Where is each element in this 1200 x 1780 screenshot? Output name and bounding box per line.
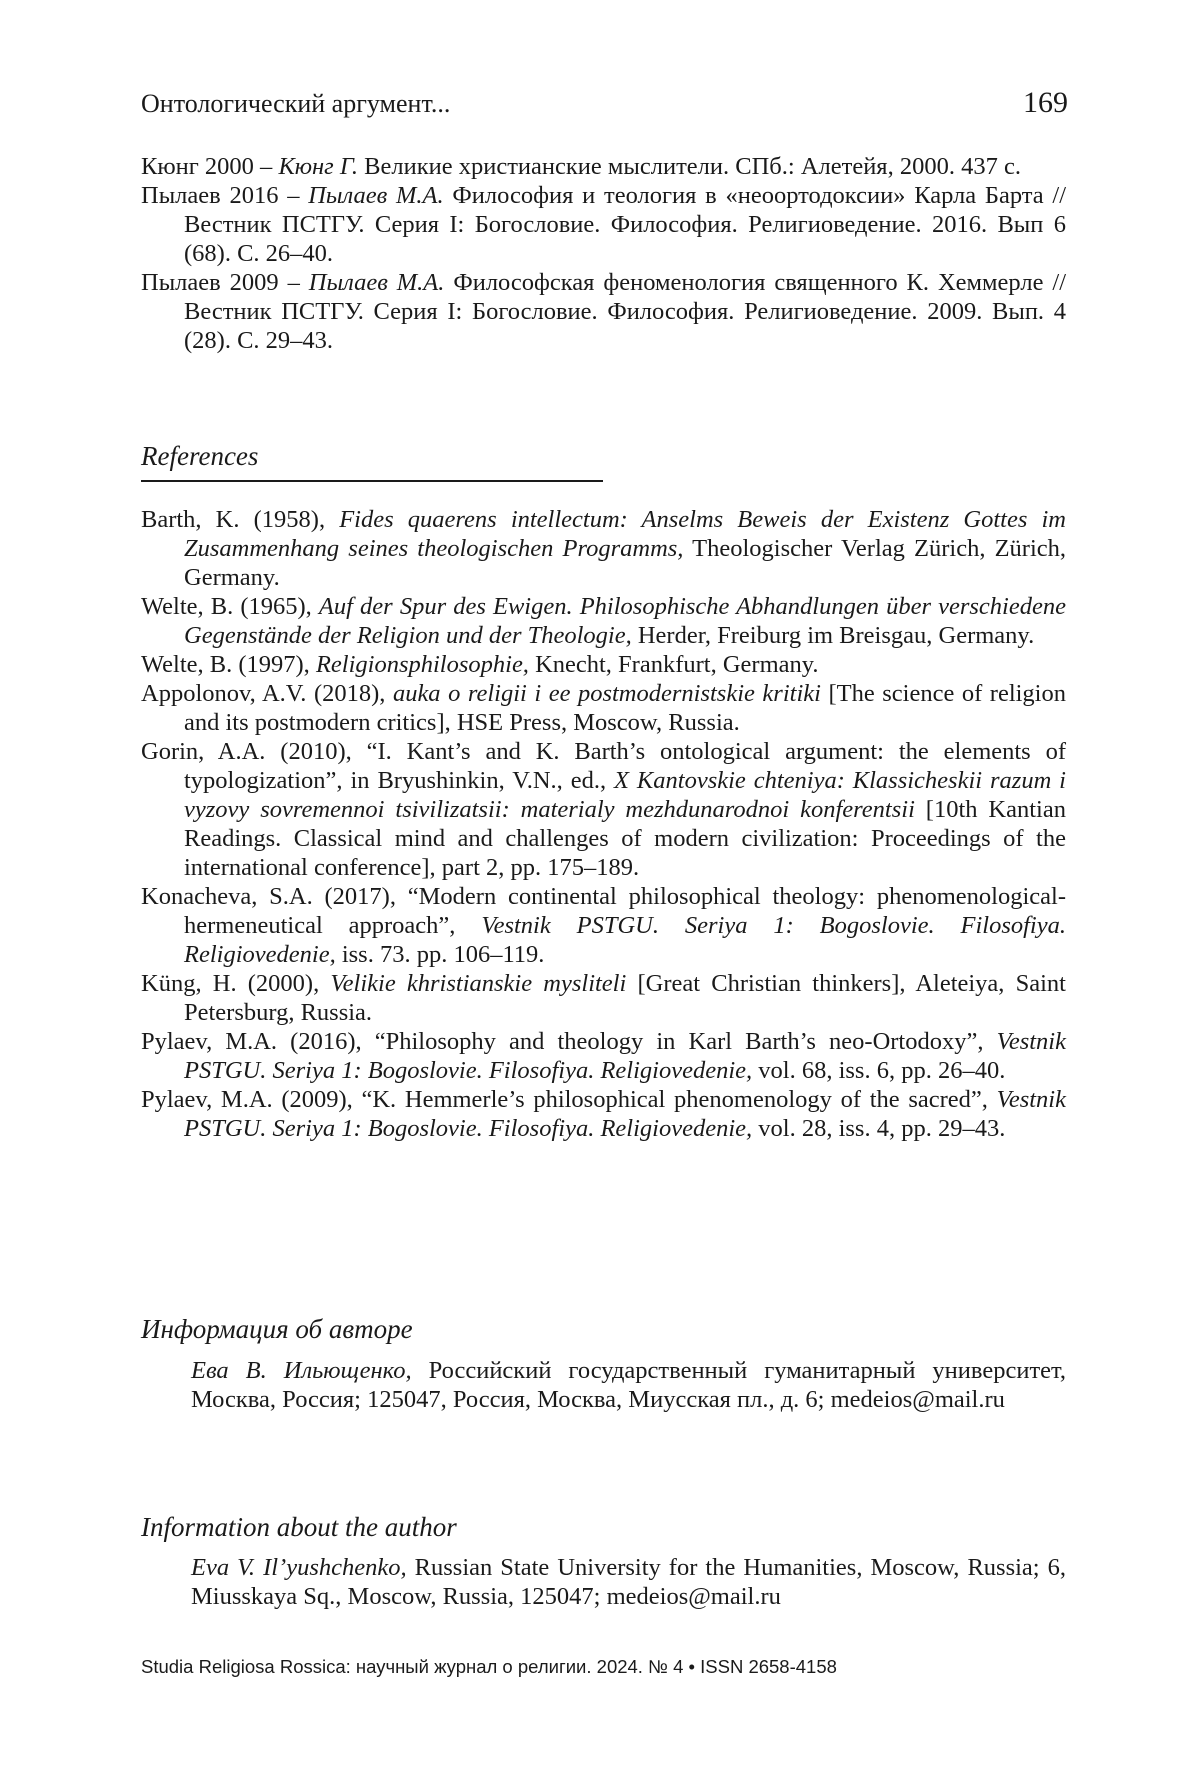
page-number: 169 bbox=[1023, 86, 1068, 119]
bib-author: Пылаев М.А. bbox=[308, 269, 445, 296]
reference-entry: Pylaev, M.A. (2009), “K. Hemmerle’s philosophical phenomenology of the sacred”, Vestnik PSTGU. Seriya 1: Bogoslovie. Filosofiya. Religiovedenie, vol. 28, iss. 4, pp. 29–43. bbox=[141, 1086, 1066, 1142]
reference-entry: Pylaev, M.A. (2016), “Philosophy and theology in Karl Barth’s neo-Ortodoxy”, Vestnik PSTGU. Seriya 1: Bogoslovie. Filosofiya. Religiovedenie, vol. 68, iss. 6, pp. 26–40. bbox=[141, 1028, 1066, 1084]
reference-entry: Gorin, A.A. (2010), “I. Kant’s and K. Barth’s ontological argument: the elements of typologization”, in Bryushinkin, V.N., ed., X Kantovskie chteniya: Klassicheskii razum i vyzovy sovremennoi tsivilizatsii: materialy mezhdunarodnoi konferentsii [10th Kantian Readings. Classical mind and challenges of modern civilization: Proceedings of the international conference], part 2, pp. 175–189. bbox=[141, 738, 1066, 881]
reference-title: Religionsphilosophie, bbox=[315, 651, 529, 678]
reference-entry: Welte, B. (1965), Auf der Spur des Ewigen. Philosophische Abhandlungen über verschiedene Gegenstände der Religion und der Theologie, Herder, Freiburg im Breisgau, Germany. bbox=[141, 593, 1066, 649]
bib-author: Кюнг Г. bbox=[278, 153, 359, 180]
reference-entry: Appolonov, A.V. (2018), auka o religii i ee postmodernistskie kritiki [The science of religion and its postmodern critics], HSE Press, Moscow, Russia. bbox=[141, 680, 1066, 736]
author-name: Ева В. Ильющенко, bbox=[191, 1357, 412, 1384]
reference-title: X Kantovskie chteniya: Klassicheskii razum i vyzovy sovremennoi tsivilizatsii: materialy mezhdunarodnoi konferentsii bbox=[184, 767, 1066, 823]
reference-title: Fides quaerens intellectum: Anselms Beweis der Existenz Gottes im Zusammenhang seines theologischen Programms, bbox=[184, 506, 1066, 562]
author-info-ru-heading: Информация об авторе bbox=[141, 1314, 413, 1344]
author-name: Eva V. Il’yushchenko, bbox=[191, 1554, 407, 1581]
reference-entry: Welte, B. (1997), Religionsphilosophie, Knecht, Frankfurt, Germany. bbox=[141, 651, 819, 678]
reference-title: Auf der Spur des Ewigen. Philosophische Abhandlungen über verschiedene Gegenstände der Religion und der Theologie, bbox=[184, 593, 1066, 649]
author-info-en: Eva V. Il’yushchenko, Russian State University for the Humanities, Moscow, Russia; 6, Miusskaya Sq., Moscow, Russia, 125047; medeios@mail.ru bbox=[191, 1554, 1067, 1610]
reference-title: Vestnik PSTGU. Seriya 1: Bogoslovie. Filosofiya. Religiovedenie, bbox=[184, 1028, 1066, 1084]
bib-entry: Пылаев 2009 – Пылаев М.А. Философская феноменология священного К. Хеммерле // Вестник ПСТГУ. Серия I: Богословие. Философия. Религиоведение. 2009. Вып. 4 (28). С. 29–43. bbox=[141, 269, 1067, 354]
references-heading: References bbox=[141, 441, 259, 471]
reference-title: Velikie khristianskie mysliteli bbox=[330, 970, 627, 997]
reference-entry: Küng, H. (2000), Velikie khristianskie mysliteli [Great Christian thinkers], Aleteiya, Saint Petersburg, Russia. bbox=[141, 970, 1066, 1026]
reference-entry: Barth, K. (1958), Fides quaerens intellectum: Anselms Beweis der Existenz Gottes im Zusammenhang seines theologischen Programms, Theologischer Verlag Zürich, Zürich, Germany. bbox=[141, 506, 1067, 591]
reference-title: Vestnik PSTGU. Seriya 1: Bogoslovie. Filosofiya. Religiovedenie, bbox=[184, 1086, 1066, 1142]
reference-title: auka o religii i ee postmodernistskie kritiki bbox=[392, 680, 821, 707]
running-title: Онтологический аргумент... bbox=[141, 89, 451, 118]
heading-underline bbox=[141, 480, 603, 482]
author-info-en-heading: Information about the author bbox=[141, 1512, 457, 1542]
reference-title: Vestnik PSTGU. Seriya 1: Bogoslovie. Filosofiya. Religiovedenie, bbox=[184, 912, 1066, 968]
references-list bbox=[141, 505, 1066, 1143]
journal-footer: Studia Religiosa Rossica: научный журнал о религии. 2024. № 4 • ISSN 2658-4158 bbox=[141, 1656, 837, 1677]
reference-entry: Konacheva, S.A. (2017), “Modern continental philosophical theology: phenomenological-hermeneutical approach”, Vestnik PSTGU. Seriya 1: Bogoslovie. Filosofiya. Religiovedenie, iss. 73. pp. 106–119. bbox=[141, 883, 1066, 968]
russian-bibliography bbox=[141, 152, 1066, 355]
bib-entry: Кюнг 2000 – Кюнг Г. Великие христианские мыслители. СПб.: Алетейя, 2000. 437 с. bbox=[141, 153, 1021, 180]
bib-author: Пылаев М.А. bbox=[308, 182, 444, 209]
author-info-ru: Ева В. Ильющенко, Российский государственный гуманитарный университет, Москва, Россия; 125047, Россия, Москва, Миусская пл., д. 6; medeios@mail.ru bbox=[191, 1357, 1067, 1413]
bib-entry: Пылаев 2016 – Пылаев М.А. Философия и теология в «неоортодоксии» Карла Барта // Вестник ПСТГУ. Серия I: Богословие. Философия. Религиоведение. 2016. Вып 6 (68). С. 26–40. bbox=[141, 182, 1066, 267]
